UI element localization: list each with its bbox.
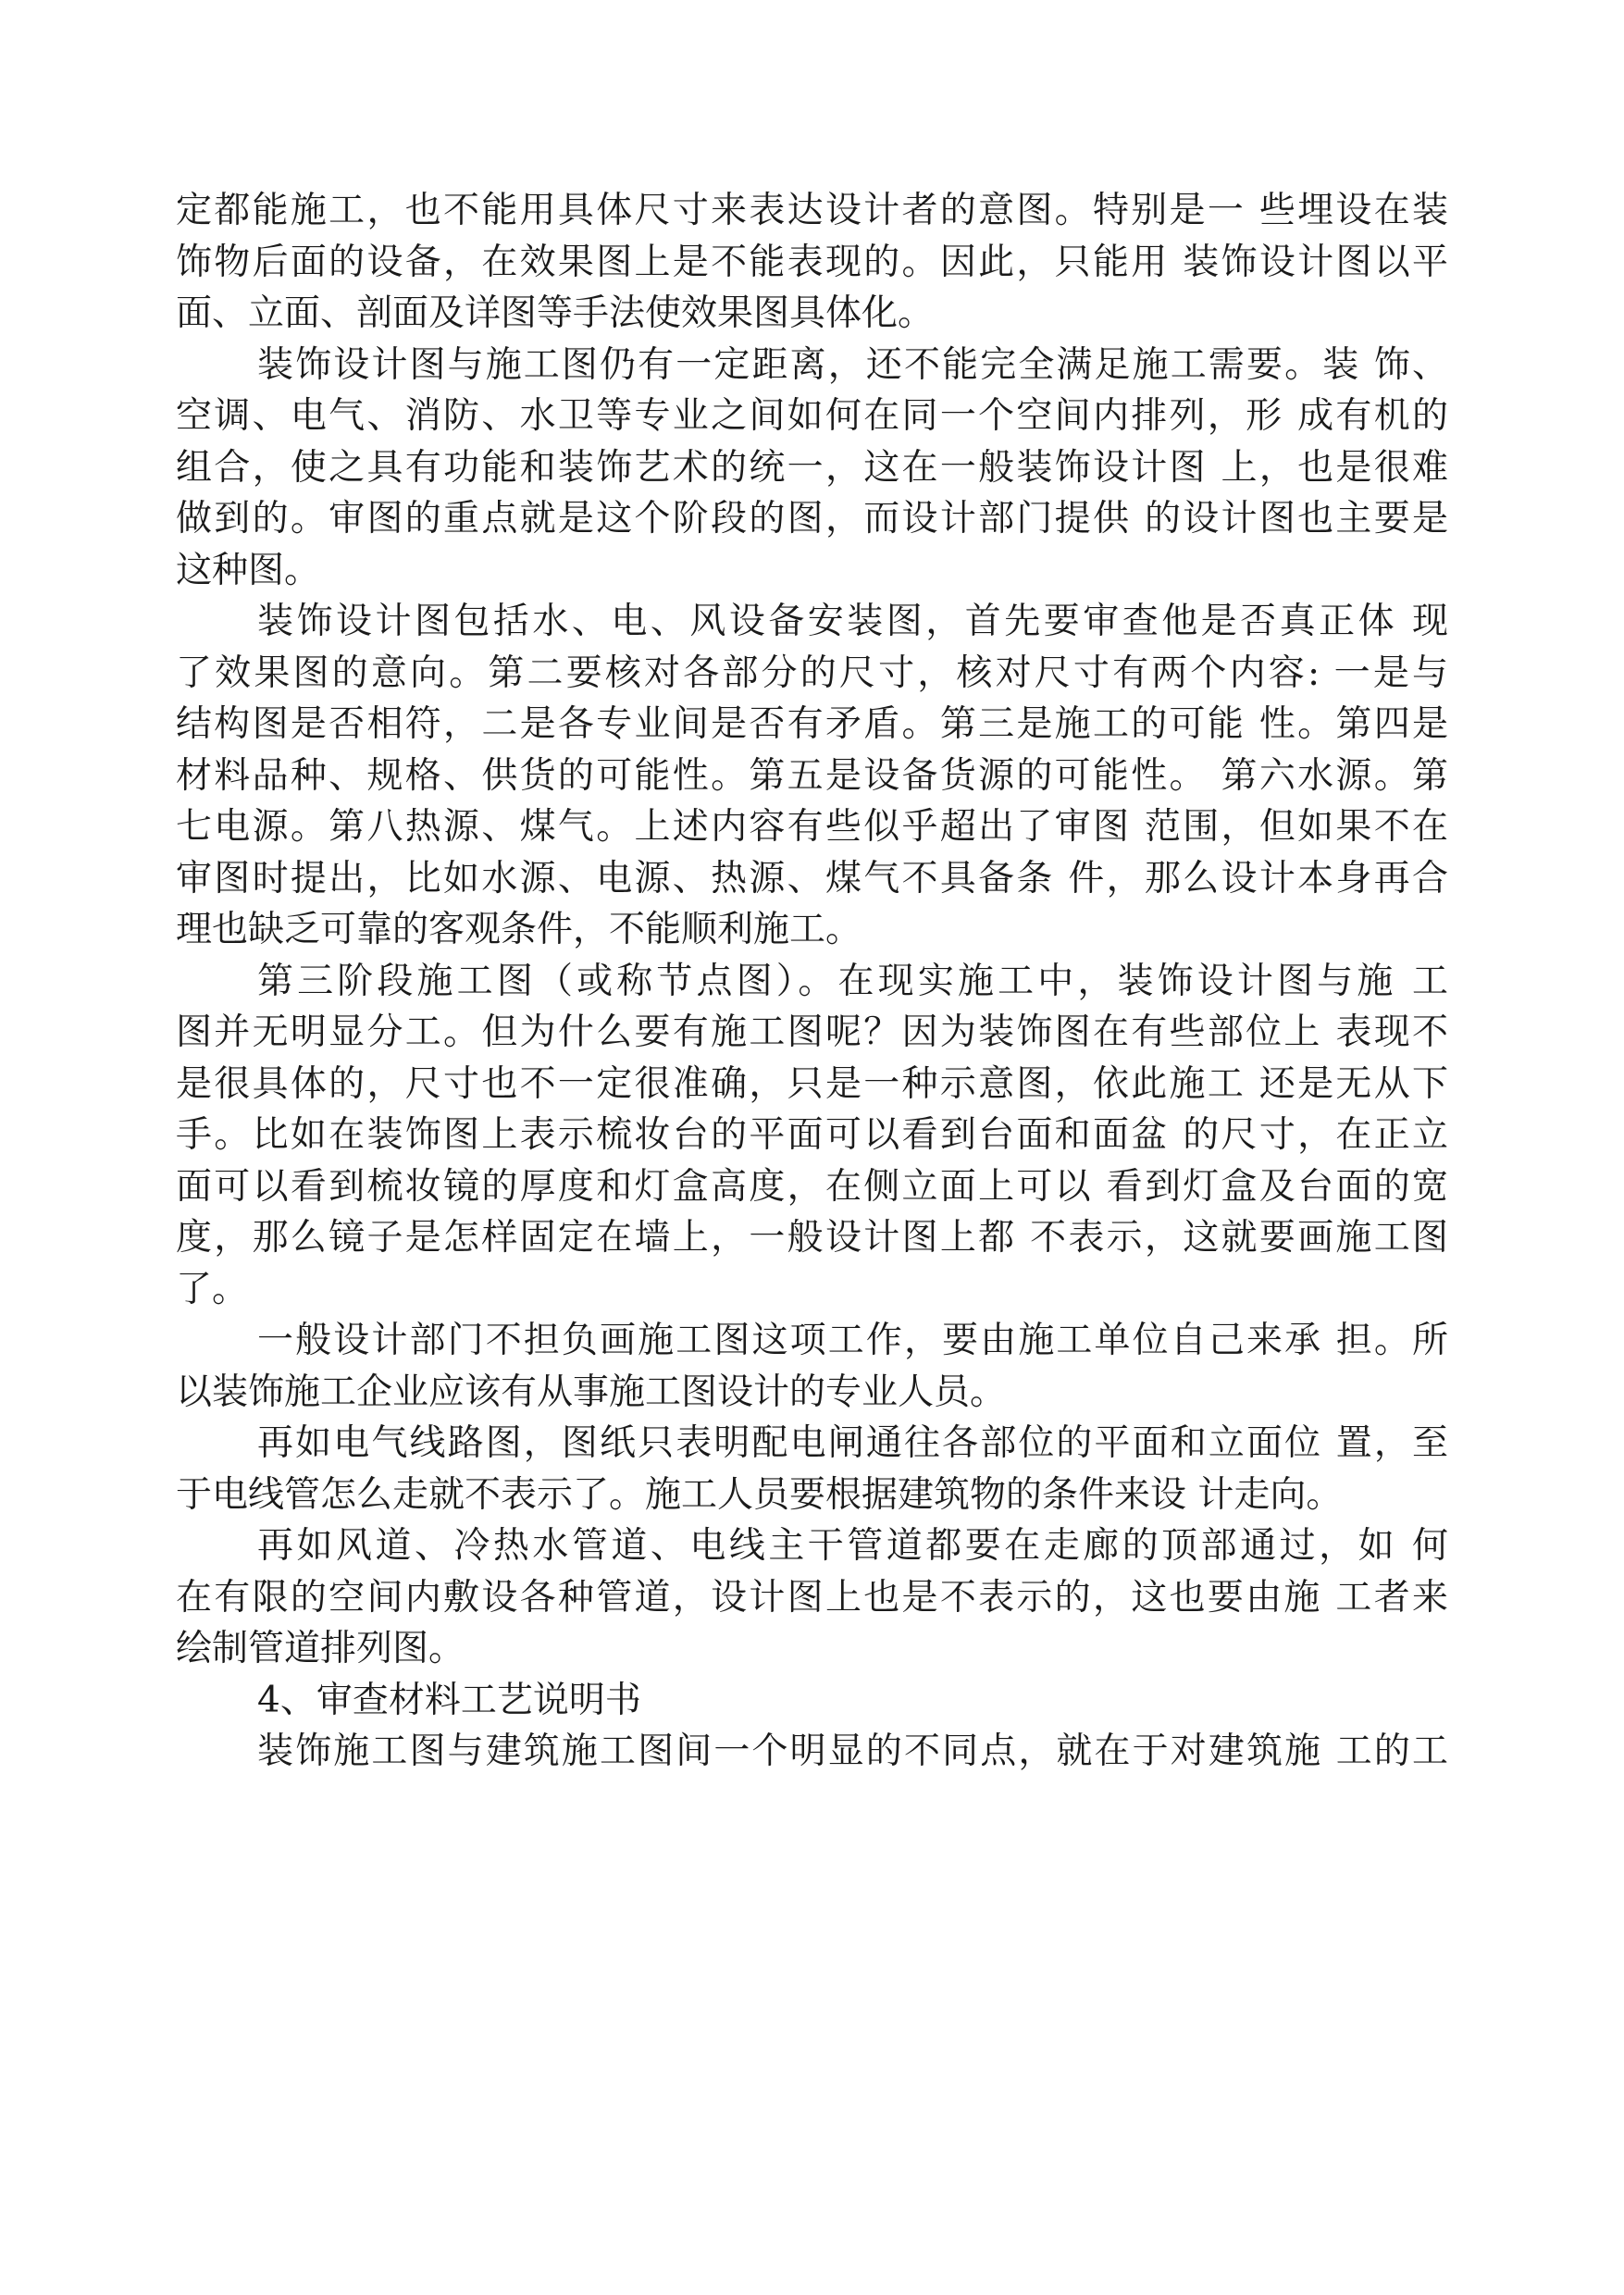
text-line: 度，那么镜子是怎样固定在墙上，一般设计图上都 不表示，这就要画施工图 xyxy=(176,1217,1448,1259)
text-line: 装饰设计图与施工图仍有一定距离，还不能完全满足施工需要。装 饰、 xyxy=(257,343,1448,386)
text-line: 手。比如在装饰图上表示梳妆台的平面可以看到台面和面盆 的尺寸，在正立 xyxy=(176,1114,1448,1156)
text-line: 了。 xyxy=(176,1268,249,1310)
text-line: 一般设计部门不担负画施工图这项工作，要由施工单位自己来承 担。所 xyxy=(257,1320,1448,1361)
paragraph-5 xyxy=(176,1418,1448,1520)
document-page xyxy=(176,185,1448,2110)
text-line: 图并无明显分工。但为什么要有施工图呢？因为装饰图在有些部位上 表现不 xyxy=(176,1011,1448,1053)
text-line: 4、审查材料工艺说明书 xyxy=(257,1679,641,1721)
text-line: 审图时提出，比如水源、电源、热源、煤气不具备条 件，那么设计本身再合 xyxy=(176,857,1448,899)
text-line: 再如风道、冷热水管道、电线主干管道都要在走廊的顶部通过，如 何 xyxy=(257,1525,1448,1567)
text-line: 这种图。 xyxy=(176,549,321,591)
text-line: 于电线管怎么走就不表示了。施工人员要根据建筑物的条件来设 计走向。 xyxy=(176,1473,1343,1516)
text-line: 装饰设计图包括水、电、风设备安装图，首先要审查他是否真正体 现 xyxy=(257,601,1448,642)
text-line: 材料品种、规格、供货的可能性。第五是设备货源的可能性。 第六水源。第 xyxy=(176,754,1448,797)
text-line: 装饰施工图与建筑施工图间一个明显的不同点，就在于对建筑施 工的工 xyxy=(257,1731,1448,1772)
paragraph-0 xyxy=(176,185,1448,340)
text-line: 组合，使之具有功能和装饰艺术的统一，这在一般装饰设计图 上，也是很难 xyxy=(176,446,1448,489)
text-line: 结构图是否相符，二是各专业间是否有矛盾。第三是施工的可能 性。第四是 xyxy=(176,703,1448,745)
text-line: 了效果图的意向。第二要核对各部分的尺寸，核对尺寸有两个内容: 一是与 xyxy=(176,651,1448,694)
text-line: 面可以看到梳妆镜的厚度和灯盒高度，在侧立面上可以 看到灯盒及台面的宽 xyxy=(176,1165,1448,1208)
text-line: 面、立面、剖面及详图等手法使效果图具体化。 xyxy=(176,292,935,334)
text-line: 理也缺乏可靠的客观条件，不能顺利施工。 xyxy=(176,909,862,950)
paragraph-1 xyxy=(176,340,1448,597)
text-line: 七电源。第八热源、煤气。上述内容有些似乎超出了审图 范围，但如果不在 xyxy=(176,806,1448,848)
paragraph-8 xyxy=(176,1726,1448,1778)
paragraph-4 xyxy=(176,1315,1448,1418)
paragraph-2 xyxy=(176,596,1448,956)
paragraph-6 xyxy=(176,1520,1448,1675)
text-line: 绘制管道排列图。 xyxy=(176,1628,465,1669)
text-line: 再如电气线路图，图纸只表明配电闸通往各部位的平面和立面位 置，至 xyxy=(257,1422,1448,1464)
text-line: 空调、电气、消防、水卫等专业之间如何在同一个空间内排列，形 成有机的 xyxy=(176,395,1448,437)
text-line: 做到的。审图的重点就是这个阶段的图，而设计部门提供 的设计图也主要是 xyxy=(176,498,1448,540)
text-line: 饰物后面的设备，在效果图上是不能表现的。因此，只能用 装饰设计图以平 xyxy=(176,241,1448,283)
text-line: 定都能施工，也不能用具体尺寸来表达设计者的意图。特别是一 些埋设在装 xyxy=(176,190,1448,231)
text-line: 第三阶段施工图（或称节点图）。在现实施工中，装饰设计图与施 工 xyxy=(257,960,1448,1002)
text-line: 在有限的空间内敷设各种管道，设计图上也是不表示的，这也要由施 工者来 xyxy=(176,1576,1448,1619)
text-line: 以装饰施工企业应该有从事施工图设计的专业人员。 xyxy=(176,1371,1007,1413)
paragraph-3 xyxy=(176,956,1448,1316)
paragraph-7 xyxy=(176,1675,1448,1727)
text-line: 是很具体的，尺寸也不一定很准确，只是一种示意图，依此施工 还是无从下 xyxy=(176,1062,1448,1105)
